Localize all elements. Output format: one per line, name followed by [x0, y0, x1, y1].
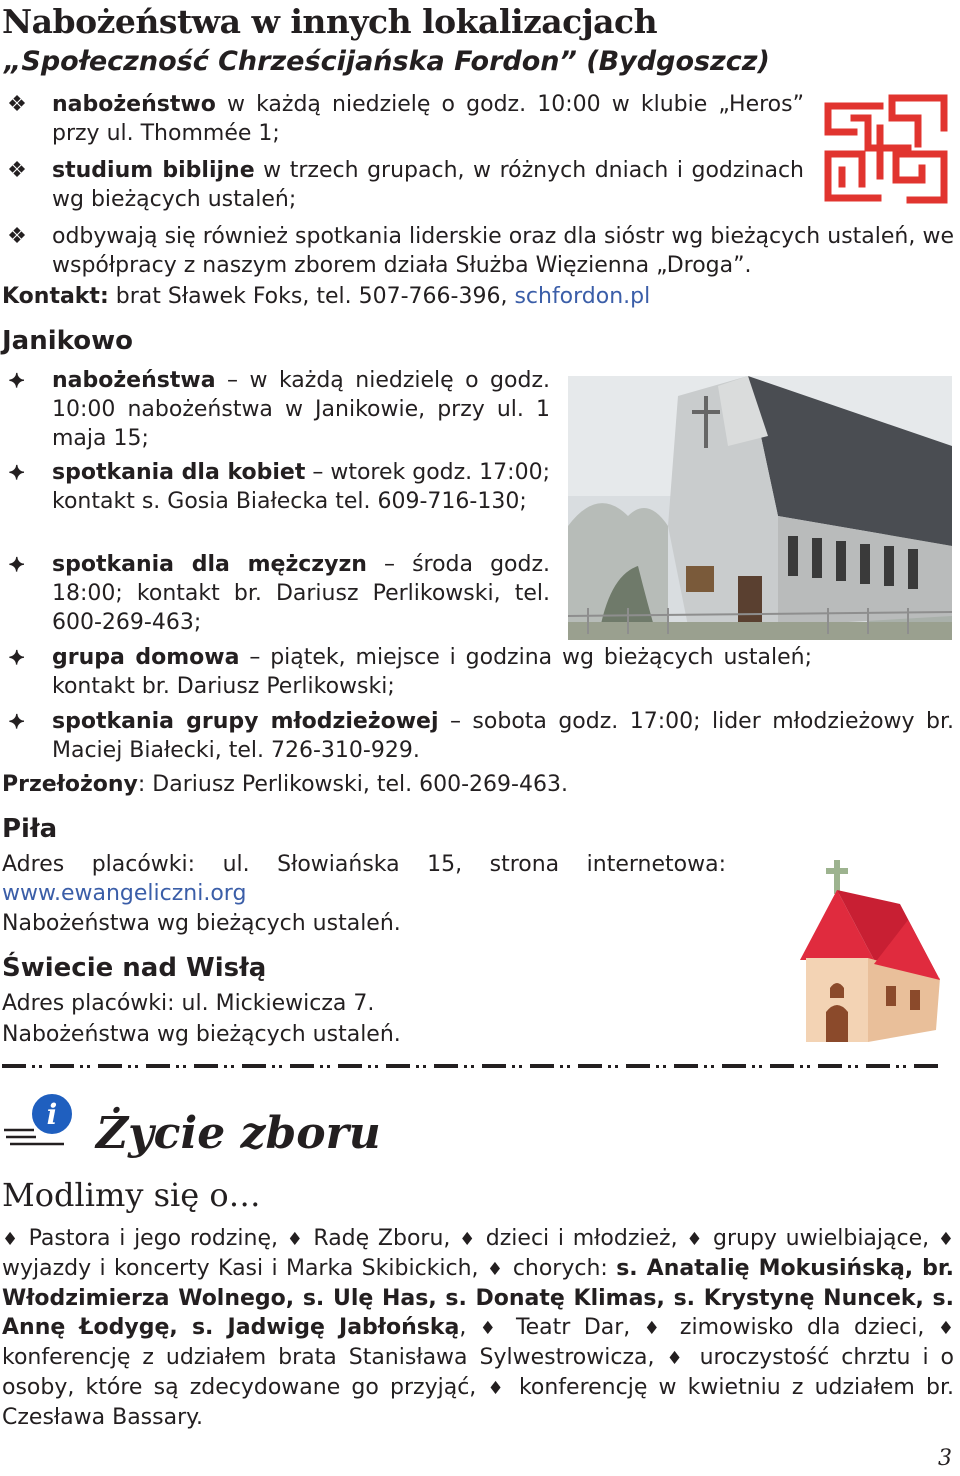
church-clipart-icon [790, 860, 940, 1050]
fordon-bullet-service [7, 90, 804, 148]
fordon-logo-icon [818, 88, 954, 212]
overseer-text: : Dariusz Perlikowski, tel. 600-269-463. [137, 772, 568, 797]
prayer-item: Teatr Dar, [515, 1315, 644, 1340]
prayer-item: dzieci i młodzież, [485, 1226, 687, 1251]
janikowo-church-photo [568, 376, 952, 640]
pila-address: Adres placówki: ul. Słowiańska 15, strona internetowa: [2, 852, 726, 877]
janikowo-item-text: – wtorek godz. 17:00; kontakt s. Gosia Białecka tel. 609-716-130; [52, 460, 550, 514]
fordon-contact-label: Kontakt: [2, 284, 109, 309]
overseer-label: Przełożony [2, 772, 138, 797]
prayer-item: grupy uwielbiające, [712, 1226, 938, 1251]
swiecie-address: Adres placówki: ul. Mickiewicza 7. [2, 991, 375, 1016]
diamond-bullet-icon: ♦ [666, 1348, 688, 1369]
janikowo-item-label: grupa domowa [52, 645, 240, 670]
janikowo-overseer [2, 770, 568, 799]
janikowo-item-text: – w każdą niedzielę o godz. 10:00 nabożeństwa w Janikowie, przy ul. 1 maja 15; [52, 368, 550, 451]
four-diamond-bullet-icon: ❖ [7, 92, 27, 117]
swiecie-title: Świecie nad Wisłą [2, 953, 267, 983]
fordon-service-label: nabożeństwo [52, 92, 216, 117]
janikowo-item-text: – piątek, miejsce i godzina wg bieżących ustaleń; kontakt br. Dariusz Perlikowski; [52, 645, 812, 699]
janikowo-item-label: spotkania grupy młodzieżowej [52, 709, 439, 734]
pila-services: Nabożeństwa wg bieżących ustaleń. [2, 911, 401, 936]
fordon-title: „Społeczność Chrześcijańska Fordon” (Bydgoszcz) [4, 46, 770, 77]
diamond-bullet-icon: ♦ [286, 1229, 305, 1250]
janikowo-item [8, 458, 550, 516]
prayer-list [2, 1224, 954, 1432]
bowtie-bullet-icon: ⯌ [8, 368, 26, 393]
four-diamond-bullet-icon: ❖ [7, 224, 27, 249]
svg-text:i: i [46, 1098, 58, 1131]
pila-website-link[interactable]: www.ewangeliczni.org [2, 881, 247, 906]
bowtie-bullet-icon: ⯌ [8, 645, 26, 670]
fordon-service-text: w każdą niedzielę o godz. 10:00 w klubie „Heros” przy ul. Thommée 1; [52, 92, 804, 146]
section-divider [2, 1058, 942, 1072]
pila-title: Piła [2, 814, 58, 844]
fordon-website-link[interactable]: schfordon.pl [514, 284, 651, 309]
diamond-bullet-icon: ♦ [2, 1229, 20, 1250]
janikowo-item-text: – środa godz. 18:00; kontakt br. Dariusz Perlikowski, tel. 600-269-463; [52, 552, 550, 635]
diamond-bullet-icon: ♦ [643, 1318, 667, 1339]
prayer-item: konferencję w kwietniu z udziałem br. Czesława Bassary. [2, 1375, 954, 1430]
diamond-bullet-icon: ♦ [479, 1318, 503, 1339]
janikowo-item-label: nabożeństwa [52, 368, 216, 393]
prayer-item: Pastora i jego rodzinę, [28, 1226, 287, 1251]
bowtie-bullet-icon: ⯌ [8, 709, 26, 734]
fordon-bullet-bible-study [7, 156, 804, 214]
prayer-item: zimowisko dla dzieci, [679, 1315, 938, 1340]
fordon-contact [2, 282, 650, 311]
four-diamond-bullet-icon: ❖ [7, 158, 27, 183]
janikowo-item-label: spotkania dla kobiet [52, 460, 306, 485]
diamond-bullet-icon: ♦ [686, 1229, 705, 1250]
janikowo-item [8, 643, 812, 701]
fordon-contact-text: brat Sławek Foks, tel. 507-766-396, [108, 284, 515, 309]
janikowo-item-label: spotkania dla mężczyzn [52, 552, 367, 577]
zycie-zboru-title: Życie zboru [96, 1108, 381, 1159]
prayer-item: uroczystość chrztu i o osoby, które są zdecydowane go przyjąć, [2, 1345, 954, 1400]
janikowo-item [8, 550, 550, 637]
prayer-item: chorych: [512, 1256, 617, 1281]
janikowo-item [8, 366, 550, 453]
modlimy-title: Modlimy się o… [2, 1176, 261, 1214]
prayer-separator: , [459, 1315, 480, 1340]
diamond-bullet-icon: ♦ [459, 1229, 478, 1250]
diamond-bullet-icon: ♦ [937, 1229, 955, 1250]
fordon-meetings-text: odbywają się również spotkania liderskie oraz dla sióstr wg bieżących ustaleń, we współpracy z naszym zborem działa Służba Więzienna „Droga”. [52, 224, 954, 278]
bowtie-bullet-icon: ⯌ [8, 460, 26, 485]
info-icon [4, 1092, 84, 1150]
janikowo-title: Janikowo [2, 326, 133, 356]
prayer-item: wyjazdy i koncerty Kasi i Marka Skibickich, [2, 1256, 487, 1281]
page-number: 3 [938, 1446, 952, 1471]
fordon-bible-study-label: studium biblijne [52, 158, 255, 183]
janikowo-item-text: – sobota godz. 17:00; lider młodzieżowy br. Maciej Białecki, tel. 726-310-929. [52, 709, 954, 763]
diamond-bullet-icon: ♦ [937, 1318, 954, 1339]
page-heading: Nabożeństwa w innych lokalizacjach [2, 2, 658, 41]
swiecie-services: Nabożeństwa wg bieżących ustaleń. [2, 1022, 401, 1047]
fordon-bullet-meetings [7, 222, 954, 280]
janikowo-item [8, 707, 954, 765]
prayer-item: konferencję z udziałem brata Stanisława Sylwestrowicza, [2, 1345, 667, 1370]
bowtie-bullet-icon: ⯌ [8, 552, 26, 577]
fordon-bible-study-text: w trzech grupach, w różnych dniach i godzinach wg bieżących ustaleń; [52, 158, 804, 212]
diamond-bullet-icon: ♦ [487, 1378, 508, 1399]
prayer-names: s. Anatalię Mokusińską, br. Włodzimierza Wolnego, s. Ulę Has, s. Donatę Klimas, s. Krystynę Nuncek, s. Annę Łodygę, s. Jadwigę Jabłońską [2, 1256, 954, 1340]
diamond-bullet-icon: ♦ [486, 1259, 505, 1280]
prayer-item: Radę Zboru, [313, 1226, 460, 1251]
